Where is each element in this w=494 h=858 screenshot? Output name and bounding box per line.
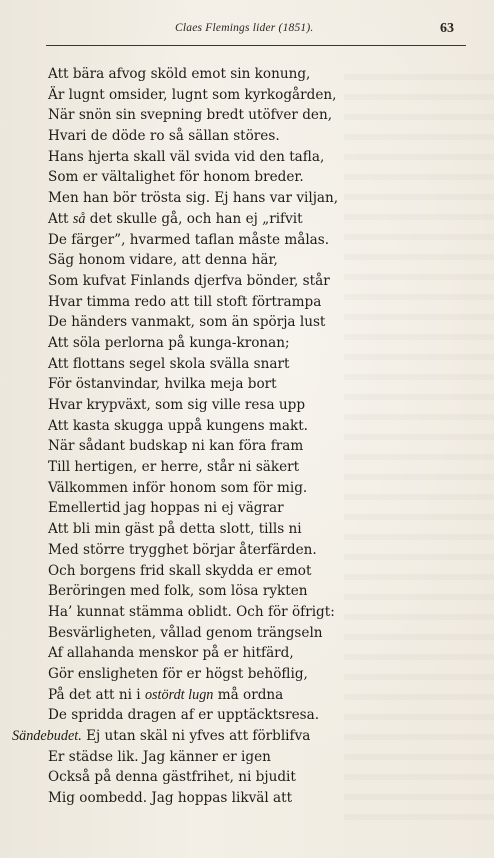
text-line <box>0 354 494 375</box>
text-line <box>0 540 494 561</box>
italic-text: ostördt lugn <box>144 686 214 703</box>
text-segment: Är lugnt omsider, lugnt som kyrkogården, <box>48 86 337 103</box>
text-segment: Besvärligheten, vållad genom trängseln <box>48 624 323 641</box>
text-line <box>0 167 494 188</box>
text-segment: Ha’ kunnat stämma oblidt. Och för öfrigt: <box>48 603 335 620</box>
text-segment: På det att ni i <box>48 686 145 703</box>
text-segment: Som er vältalighet för honom breder. <box>48 169 304 186</box>
text-line <box>0 230 494 251</box>
italic-text: så <box>72 210 86 227</box>
text-segment: De färger”, hvarmed taflan måste målas. <box>48 231 330 248</box>
text-line <box>0 561 494 582</box>
text-line <box>0 188 494 209</box>
text-line <box>0 126 494 147</box>
text-segment: Hans hjerta skall väl svida vid den tafla, <box>48 148 325 165</box>
text-line <box>0 498 494 519</box>
text-line <box>0 271 494 292</box>
text-segment: Till hertigen, er herre, står ni säkert <box>48 459 300 476</box>
text-segment: Att bli min gäst på detta slott, tills ni <box>48 521 302 538</box>
text-segment: De händers vanmakt, som än spörja lust <box>48 314 326 331</box>
text-line <box>0 519 494 540</box>
text-line <box>0 623 494 644</box>
text-segment: må ordna <box>213 686 284 703</box>
page-number: 63 <box>440 21 454 36</box>
text-segment: Emellertid jag hoppas ni ej vägrar <box>48 500 284 517</box>
text-line <box>0 767 494 788</box>
page-header <box>0 22 494 42</box>
text-segment: Hvar krypväxt, som sig ville resa upp <box>48 397 306 413</box>
speaker-name: Sändebudet. <box>12 728 82 744</box>
text-segment: Hvari de döde ro så sällan störes. <box>48 128 280 145</box>
text-line <box>0 85 494 106</box>
text-segment: Hvar timma redo att till stoft förtrampa <box>48 293 322 310</box>
text-segment: Som kufvat Finlands djerfva bönder, står <box>48 272 330 289</box>
text-line <box>0 64 494 85</box>
header-rule <box>46 45 466 46</box>
text-segment: Och borgens frid skall skydda er emot <box>48 562 312 579</box>
text-line <box>0 374 494 395</box>
text-segment: Beröringen med folk, som lösa rykten <box>48 583 308 600</box>
text-line <box>0 705 494 726</box>
text-segment: Mig oombedd. Jag hoppas likväl att <box>48 790 293 807</box>
text-segment: Er städse lik. Jag känner er igen <box>48 748 271 765</box>
text-segment: Men han bör trösta sig. Ej hans var viljan, <box>48 190 339 207</box>
text-line <box>0 416 494 437</box>
text-line <box>0 747 494 768</box>
text-segment: Med större trygghet börjar återfärden. <box>48 541 317 558</box>
text-segment: När snön sin svepning bredt utöfver den, <box>48 107 333 124</box>
text-line <box>0 105 494 126</box>
text-segment: Ej utan skäl ni yfves att förblifva <box>81 728 311 744</box>
text-segment: Att kasta skugga uppå kungens makt. <box>48 417 308 434</box>
text-segment: Att bära afvog sköld emot sin konung, <box>48 66 311 82</box>
text-segment: De spridda dragen af er upptäcktsresa. <box>48 707 320 724</box>
text-line <box>0 436 494 457</box>
text-segment: Gör ensligheten för er högst behöflig, <box>48 665 308 682</box>
text-line <box>0 395 494 416</box>
text-line <box>0 478 494 499</box>
text-line <box>0 685 494 706</box>
text-segment: Också på denna gästfrihet, ni bjudit <box>48 769 296 786</box>
text-segment: Att <box>48 210 73 227</box>
text-line <box>0 643 494 664</box>
text-line <box>0 312 494 333</box>
text-line <box>0 147 494 168</box>
text-segment: Att söla perlorna på kunga-kronan; <box>48 334 290 351</box>
text-line <box>0 664 494 685</box>
text-line <box>0 457 494 478</box>
text-line <box>0 788 494 809</box>
text-segment: Välkommen inför honom som för mig. <box>48 479 308 496</box>
running-title: Claes Flemings lider (1851). <box>175 22 314 34</box>
text-line <box>0 581 494 602</box>
text-line <box>0 250 494 271</box>
text-line <box>0 333 494 354</box>
speaker-text-line <box>0 726 494 747</box>
text-segment: det skulle gå, och han ej „rifvit <box>85 210 303 227</box>
text-segment: När sådant budskap ni kan föra fram <box>48 438 304 455</box>
text-line <box>0 292 494 313</box>
text-segment: Af allahanda menskor på er hitfärd, <box>48 645 294 662</box>
text-segment: Säg honom vidare, att denna här, <box>48 252 278 269</box>
text-line <box>0 602 494 623</box>
text-line <box>0 209 494 230</box>
text-segment: För östanvindar, hvilka meja bort <box>48 376 277 393</box>
poem-text <box>0 64 494 809</box>
text-segment: Att flottans segel skola svälla snart <box>48 355 290 372</box>
